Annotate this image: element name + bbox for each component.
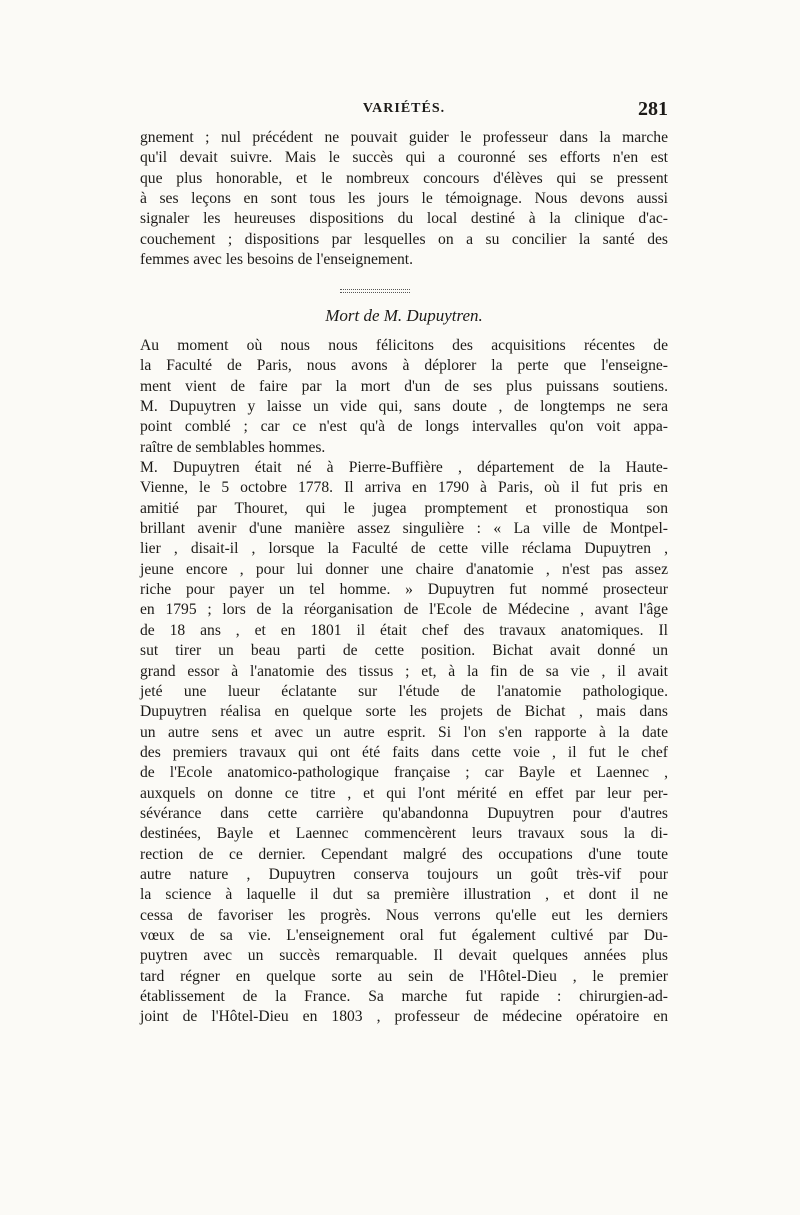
text-line: point comblé ; car ce n'est qu'à de longs intervalles qu'on voit appa- xyxy=(140,418,668,436)
text-line: vœux de sa vie. L'enseignement oral fut également cultivé par Du- xyxy=(140,926,668,944)
text-line: de l'Ecole anatomico-pathologique française ; car Bayle et Laennec , xyxy=(140,764,668,782)
text-line: Au moment où nous nous félicitons des acquisitions récentes de xyxy=(140,337,668,354)
text-line: autre nature , Dupuytren conserva toujours un goût très-vif pour xyxy=(140,865,668,883)
text-line: des premiers travaux qui ont été faits dans cette voie , il fut le chef xyxy=(140,743,668,761)
text-line: femmes avec les besoins de l'enseignement. xyxy=(140,251,414,269)
page-header xyxy=(140,98,668,122)
text-line: à ses leçons en sont tous les jours le témoignage. Nous devons aussi xyxy=(140,190,668,208)
text-line: jeté une lueur éclatante sur l'étude de l'anatomie pathologique. xyxy=(140,682,668,700)
text-line: cessa de favoriser les progrès. Nous verrons qu'elle eut les derniers xyxy=(140,906,668,924)
text-line: signaler les heureuses dispositions du local destiné à la clinique d'ac- xyxy=(140,210,668,228)
section-divider xyxy=(340,289,410,293)
text-line: couchement ; dispositions par lesquelles on a su concilier la santé des xyxy=(140,230,668,248)
text-line: joint de l'Hôtel-Dieu en 1803 , professeur de médecine opératoire en xyxy=(140,1008,668,1026)
paragraph-2 xyxy=(140,458,668,1028)
text-line: destinées, Bayle et Laennec commencèrent leurs travaux sous la di- xyxy=(140,825,668,843)
text-line: qu'il devait suivre. Mais le succès qui a couronné ses efforts n'en est xyxy=(140,149,668,167)
text-line: tard régner en quelque sorte au sein de l'Hôtel-Dieu , le premier xyxy=(140,967,668,985)
text-line: amitié par Thouret, qui le jugea promptement et pronostiqua son xyxy=(140,499,668,517)
text-line: sévérance dans cette carrière qu'abandonna Dupuytren pour d'autres xyxy=(140,804,668,822)
text-line: Vienne, le 5 octobre 1778. Il arriva en 1790 à Paris, où il fut pris en xyxy=(140,479,668,497)
text-line: sut tirer un beau parti de cette position. Bichat avait donné un xyxy=(140,642,668,660)
text-line: un autre sens et avec un autre esprit. Si l'on s'en rapporte à la date xyxy=(140,723,668,741)
text-line: rection de ce dernier. Cependant malgré des occupations d'une toute xyxy=(140,845,668,863)
text-line: M. Dupuytren était né à Pierre-Buffière , département de la Haute- xyxy=(140,459,668,477)
text-line: raître de semblables hommes. xyxy=(140,438,326,456)
text-line: auxquels on donne ce titre , et qui l'ont mérité en effet par leur per- xyxy=(140,784,668,802)
text-line: Dupuytren réalisa en quelque sorte les projets de Bichat , mais dans xyxy=(140,703,668,721)
text-line: la Faculté de Paris, nous avons à déplorer la perte que l'enseigne- xyxy=(140,357,668,375)
text-line: lier , disait-il , lorsque la Faculté de cette ville réclama Dupuytren , xyxy=(140,540,668,558)
page-number: 281 xyxy=(638,98,668,120)
text-line: la science à laquelle il dut sa première illustration , et dont il ne xyxy=(140,886,668,904)
text-line: gnement ; nul précédent ne pouvait guider le professeur dans la marche xyxy=(140,129,668,146)
text-line: que plus honorable, et le nombreux concours d'élèves qui se pressent xyxy=(140,169,668,187)
text-line: ment vient de faire par la mort d'un de ses plus puissans soutiens. xyxy=(140,377,668,395)
text-line: riche pour payer un tel homme. » Dupuytren fut nommé prosecteur xyxy=(140,581,668,599)
intro-paragraph xyxy=(140,128,668,270)
text-line: jeune encore , pour lui donner une chaire d'anatomie , n'est pas assez xyxy=(140,560,668,578)
section-title: Mort de M. Dupuytren. xyxy=(325,306,483,325)
paragraph-1 xyxy=(140,336,668,458)
text-line: puytren avec un succès remarquable. Il devait quelques années plus xyxy=(140,947,668,965)
text-line: de 18 ans , et en 1801 il était chef des travaux anatomiques. Il xyxy=(140,621,668,639)
text-line: en 1795 ; lors de la réorganisation de l'Ecole de Médecine , avant l'âge xyxy=(140,601,668,619)
text-line: M. Dupuytren y laisse un vide qui, sans doute , de longtemps ne sera xyxy=(140,398,668,416)
text-line: établissement de la France. Sa marche fut rapide : chirurgien-ad- xyxy=(140,988,668,1005)
text-line: grand essor à l'anatomie des tissus ; et, à la fin de sa vie , il avait xyxy=(140,662,668,680)
main-text xyxy=(140,336,668,1028)
text-line: brillant avenir d'une manière assez singulière : « La ville de Montpel- xyxy=(140,520,668,538)
running-head: VARIÉTÉS. xyxy=(362,101,446,116)
